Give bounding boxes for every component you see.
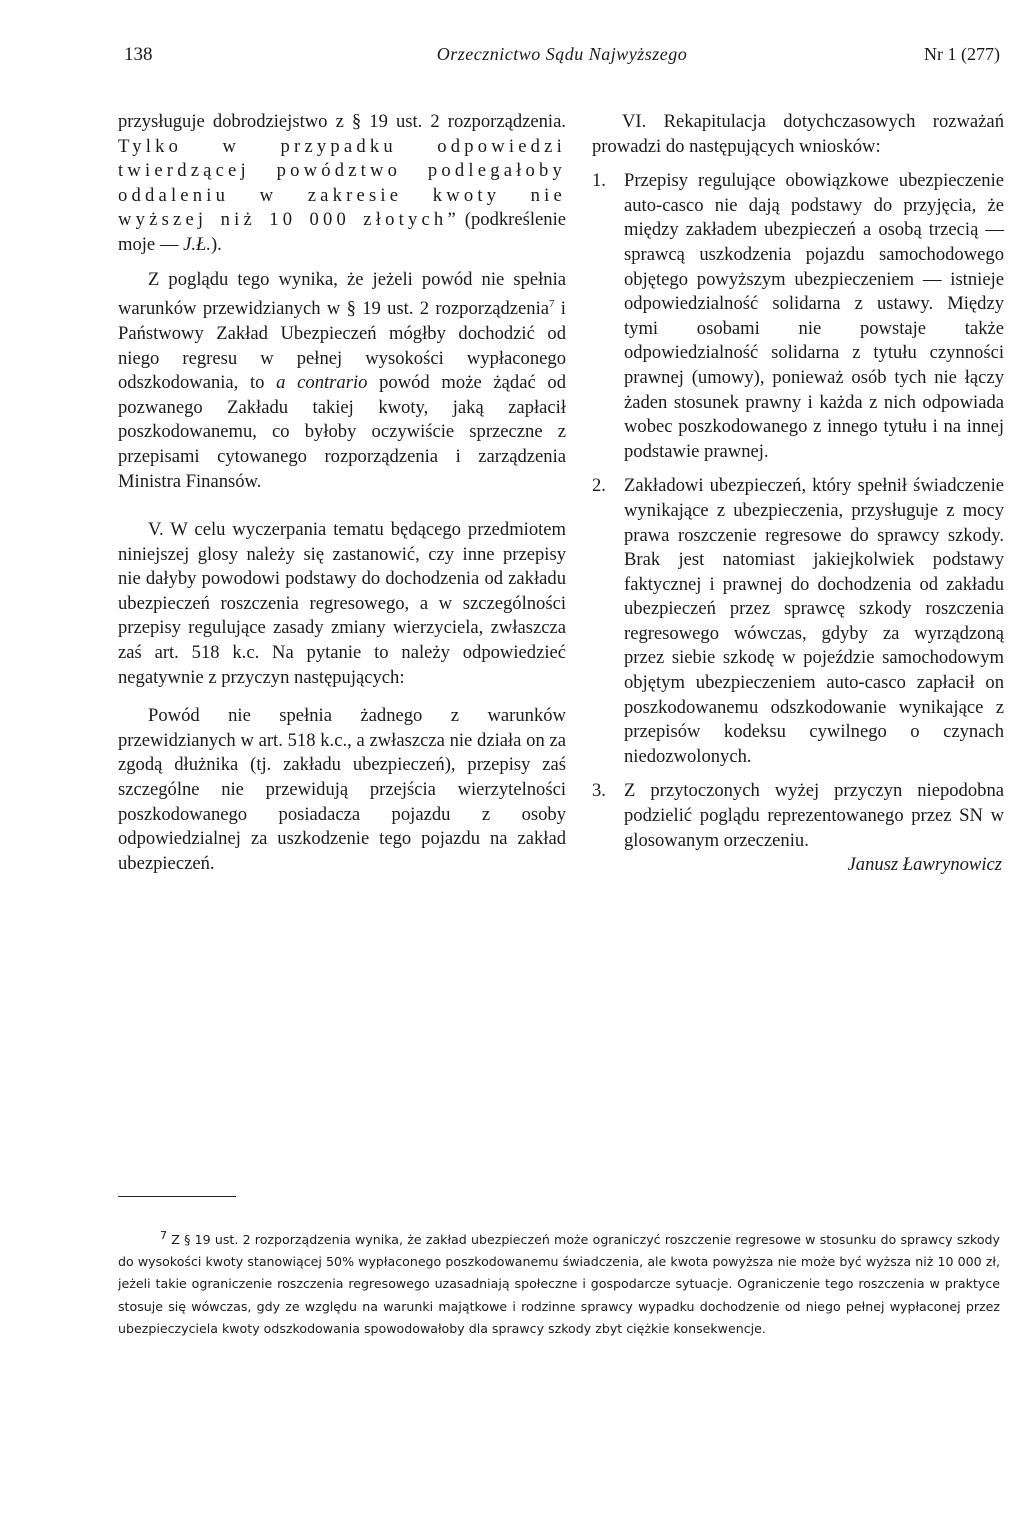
item-text: Zakładowi ubezpieczeń, który spełnił świadczenie wynikające z ubezpieczenia, przysługuje z mocy prawa roszczenie regresowe do sprawcy szkody. Brak jest natomiast jakiejkolwiek podstawy faktycznej i prawnej do dochodzenia od zakładu ubezpieczeń przez sprawcę szkody roszczenia regresowego wówczas, gdyby za wyrządzoną przez siebie szkodę w pojeździe samochodowym objętym ubezpieczeniem auto-casco zapłacił on poszkodowanemu odszkodowanie wynikające z przepisów kodeksu cywilnego o czynach niedozwolonych. [624, 475, 1004, 767]
list-item [592, 474, 1004, 769]
item-number: 3. [592, 780, 606, 802]
item-number: 1. [592, 170, 606, 192]
text-run: Z poglądu tego wynika, że jeżeli powód nie spełnia warunków przewidzianych w § 19 ust. 2 rozporządzenia [118, 268, 566, 320]
list-item [592, 169, 1004, 464]
text-run: i Państwowy Zakład Ubezpieczeń mógłby dochodzić od niego regresu w pełnej wysokości wypłaconego odszkodowania, to [118, 298, 566, 394]
issue-number: Nr 1 (277) [924, 44, 1000, 64]
list-item [592, 779, 1004, 853]
text-run: przysługuje dobrodziejstwo z § 19 ust. 2 rozporządzenia. [118, 111, 566, 132]
author-signature: Janusz Ławrynowicz [847, 854, 1002, 876]
section-v: V. W celu wyczerpania tematu będącego przedmiotem niniejszej glosy należy się zastanowić, czy inne przepisy nie dałyby powodowi podstawy do dochodzenia od zakładu ubezpieczeń roszczenia regresowego, a w szczególności przepisy regulujące zasady zmiany wierzyciela, zwłaszcza zaś art. 518 k.c. Na pytanie to należy odpowiedzieć negatywnie z przyczyn następujących: [118, 519, 566, 688]
paragraph-conclusion [118, 268, 566, 495]
footnote-text: Z § 19 ust. 2 rozporządzenia wynika, że zakład ubezpieczeń może ograniczyć roszczenie regresowe w stosunku do sprawcy szkody do wysokości kwoty stanowiącej 50% wypłaconego poszkodowanemu świadczenia, ale kwota powyższa nie może być wyższa niż 10 000 zł, jeżeli takie ograniczenie roszczenia regresowego uzasadniają społeczne i gospodarcze sytuacje. Ograniczenie tego roszczenia w praktyce stosuje się wówczas, gdy ze względu na warunki majątkowe i rodzinne sprawcy wypadku dochodzenie od niego pełnej wypłaconej przez ubezpieczyciela kwoty odszkodowania spowodowałoby dla sprawcy szkody zbyt ciężkie konsekwencje. [118, 1231, 1000, 1336]
paragraph-art-518: Powód nie spełnia żadnego z warunków przewidzianych w art. 518 k.c., a zwłaszcza nie działa on za zgodą dłużnika (tj. zakładu ubezpieczeń), przepisy zaś szczególne nie przewidują przejścia wierzytelności poszkodowanego posiadacza pojazdu z osoby odpowiedzialnej za uszkodzenie tego pojazdu na zakład ubezpieczeń. [118, 705, 566, 874]
footnote [118, 1225, 1000, 1341]
item-number: 2. [592, 475, 606, 497]
item-text: Przepisy regulujące obowiązkowe ubezpieczenie auto-casco nie dają podstawy do przyjęcia, że między zakładem ubezpieczeń a osobą trzecią — sprawcą uszkodzenia pojazdu samochodowego objętego powyższym ubezpieczeniem — istnieje odpowiedzialność solidarna z ustawy. Między tymi osobami nie powstaje także odpowiedzialność solidarna z tytułu czynności prawnej (umowy), ponieważ osób tych nie łączy żaden stosunek prawny i każda z nich odpowiada wobec poszkodowanego z innego tytułu i na innej podstawie prawnej. [624, 170, 1004, 462]
section-vi-heading: VI. Rekapitulacja dotychczasowych rozważań prowadzi do następujących wniosków: [592, 111, 1004, 157]
page-header [124, 44, 1000, 74]
text-run: ). [210, 233, 222, 255]
right-column [592, 110, 1004, 878]
footnote-ref[interactable]: 7 [548, 298, 555, 311]
footnote-marker: 7 [160, 1228, 167, 1242]
left-column [118, 110, 566, 876]
latin-phrase: a contrario [276, 372, 368, 394]
footnote-divider [118, 1196, 236, 1197]
text-run: powód może żądać od pozwanego Zakładu takiej kwoty, jaką zapłacił poszkodowanemu, co byłoby oczywiście sprzeczne z przepisami cytowanego rozporządzenia i zarządzenia Ministra Finansów. [118, 372, 566, 492]
item-text: Z przytoczonych wyżej przyczyn niepodobna podzielić poglądu reprezentowanego przez SN w glosowanym orzeczeniu. [624, 780, 1004, 851]
text-run: ” (podkreślenie moje — [118, 209, 566, 255]
journal-title: Orzecznictwo Sądu Najwyższego [436, 44, 688, 64]
page-number: 138 [124, 44, 153, 65]
initials: J.Ł. [183, 233, 211, 255]
paragraph-continuation [118, 110, 566, 258]
spaced-emphasis: Tylko w przypadku odpowiedzi twierdzącej powództwo podlegałoby oddaleniu w zakresie kwoty nie wyższej niż 10 000 złotych [118, 135, 566, 231]
conclusions-list [592, 169, 1004, 853]
